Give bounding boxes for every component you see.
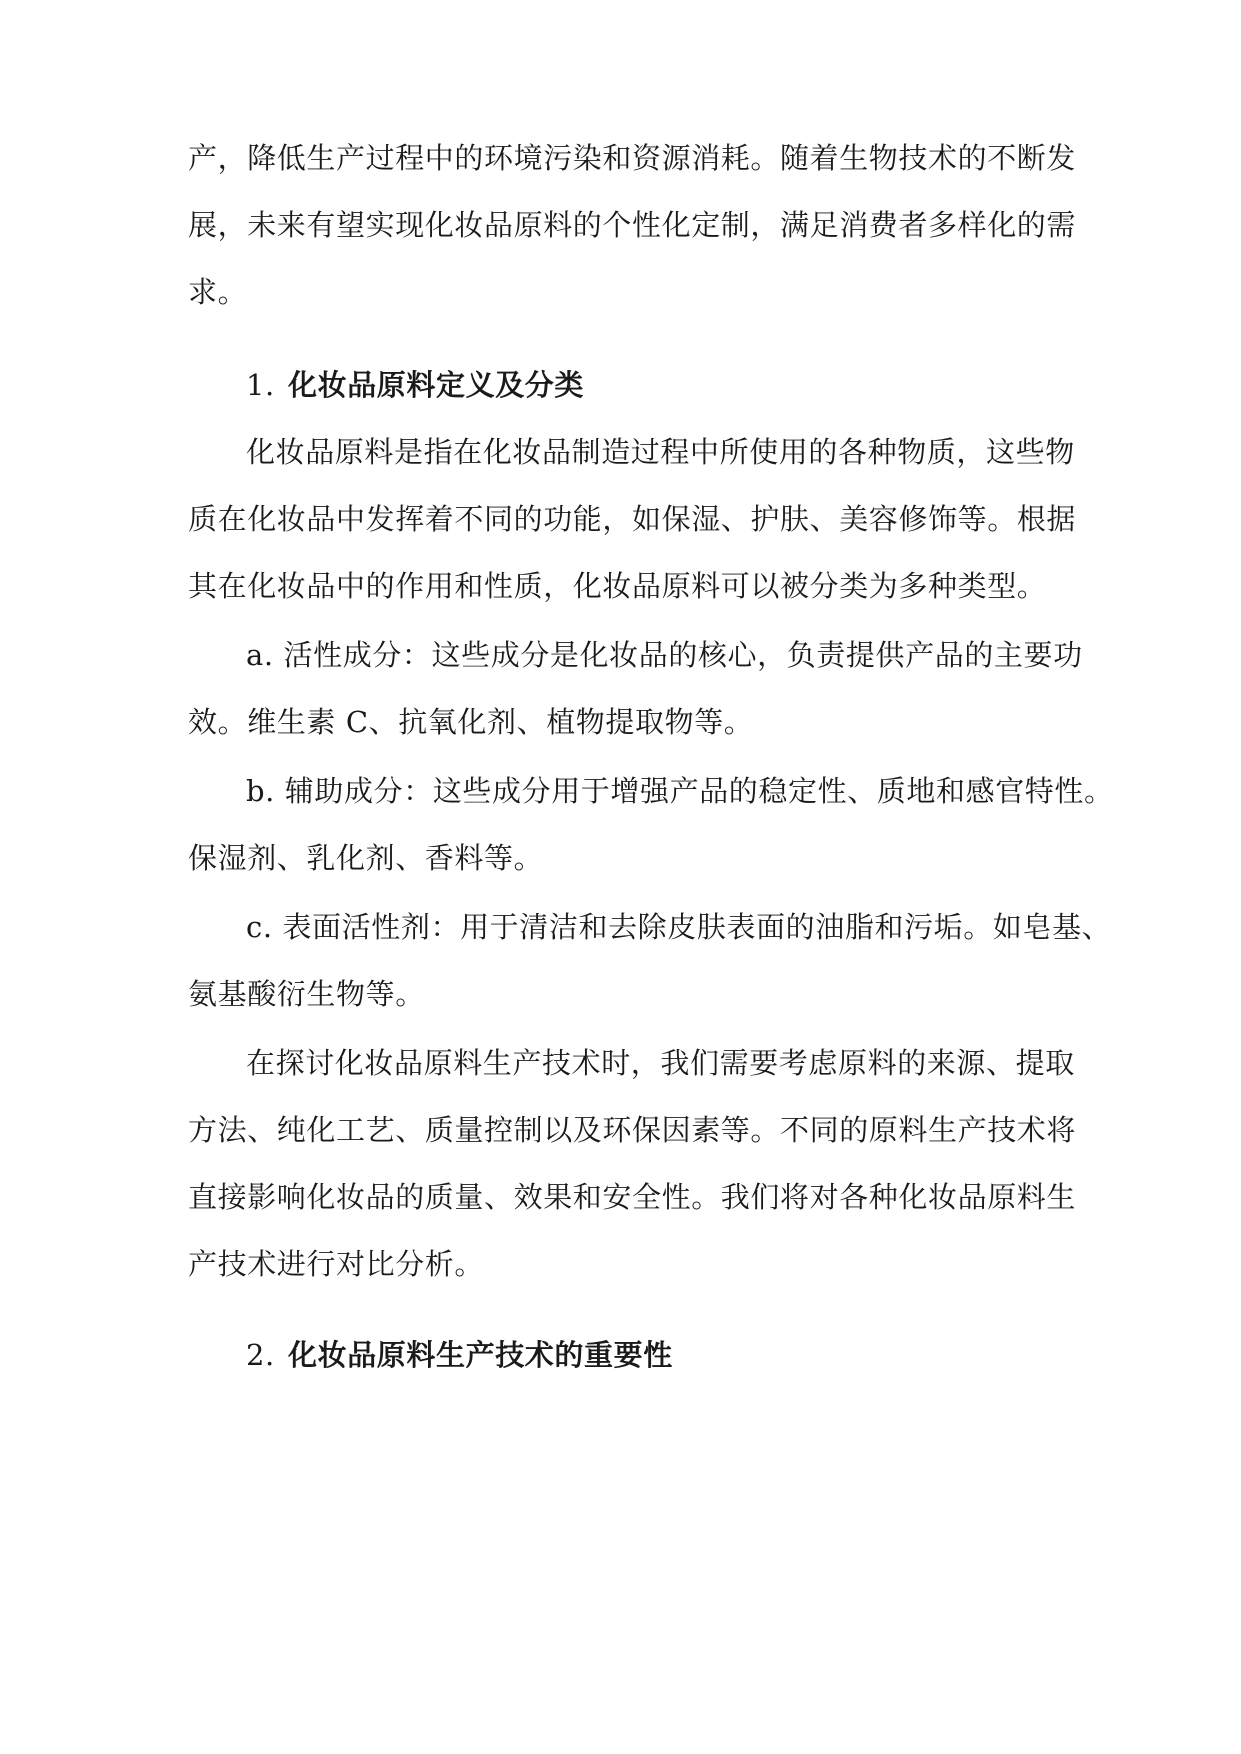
list-item-c: c. 表面活性剂：用于清洁和去除皮肤表面的油脂和污垢。如皂基、 [246,910,1112,944]
section-title: 化妆品原料生产技术的重要性 [288,1338,673,1372]
paragraph-line: 在探讨化妆品原料生产技术时，我们需要考虑原料的来源、提取 [246,1046,1075,1080]
paragraph-line: 保湿剂、乳化剂、香料等。 [188,841,544,875]
paragraph-line: 质在化妆品中发挥着不同的功能，如保湿、护肤、美容修饰等。根据 [188,502,1077,536]
paragraph-line: 方法、纯化工艺、质量控制以及环保因素等。不同的原料生产技术将 [188,1113,1077,1147]
paragraph-line: 化妆品原料是指在化妆品制造过程中所使用的各种物质，这些物 [246,435,1075,469]
section-number: 2. [246,1338,275,1372]
section-title: 化妆品原料定义及分类 [288,368,585,402]
section-heading-2 [246,1335,673,1375]
section-number: 1. [246,368,275,402]
paragraph-line: 其在化妆品中的作用和性质，化妆品原料可以被分类为多种类型。 [188,569,1047,603]
list-item-b: b. 辅助成分：这些成分用于增强产品的稳定性、质地和感官特性。 [246,774,1114,808]
paragraph-line: 直接影响化妆品的质量、效果和安全性。我们将对各种化妆品原料生 [188,1180,1077,1214]
list-item-a: a. 活性成分：这些成分是化妆品的核心，负责提供产品的主要功 [246,638,1083,672]
paragraph-line: 效。维生素 C、抗氧化剂、植物提取物等。 [188,705,754,739]
paragraph-line: 产，降低生产过程中的环境污染和资源消耗。随着生物技术的不断发 [188,141,1077,175]
paragraph-line: 氨基酸衍生物等。 [188,977,425,1011]
paragraph-line: 产技术进行对比分析。 [188,1247,485,1281]
paragraph-line: 求。 [188,275,248,309]
section-heading-1 [246,365,584,405]
paragraph-line: 展，未来有望实现化妆品原料的个性化定制，满足消费者多样化的需 [188,208,1077,242]
